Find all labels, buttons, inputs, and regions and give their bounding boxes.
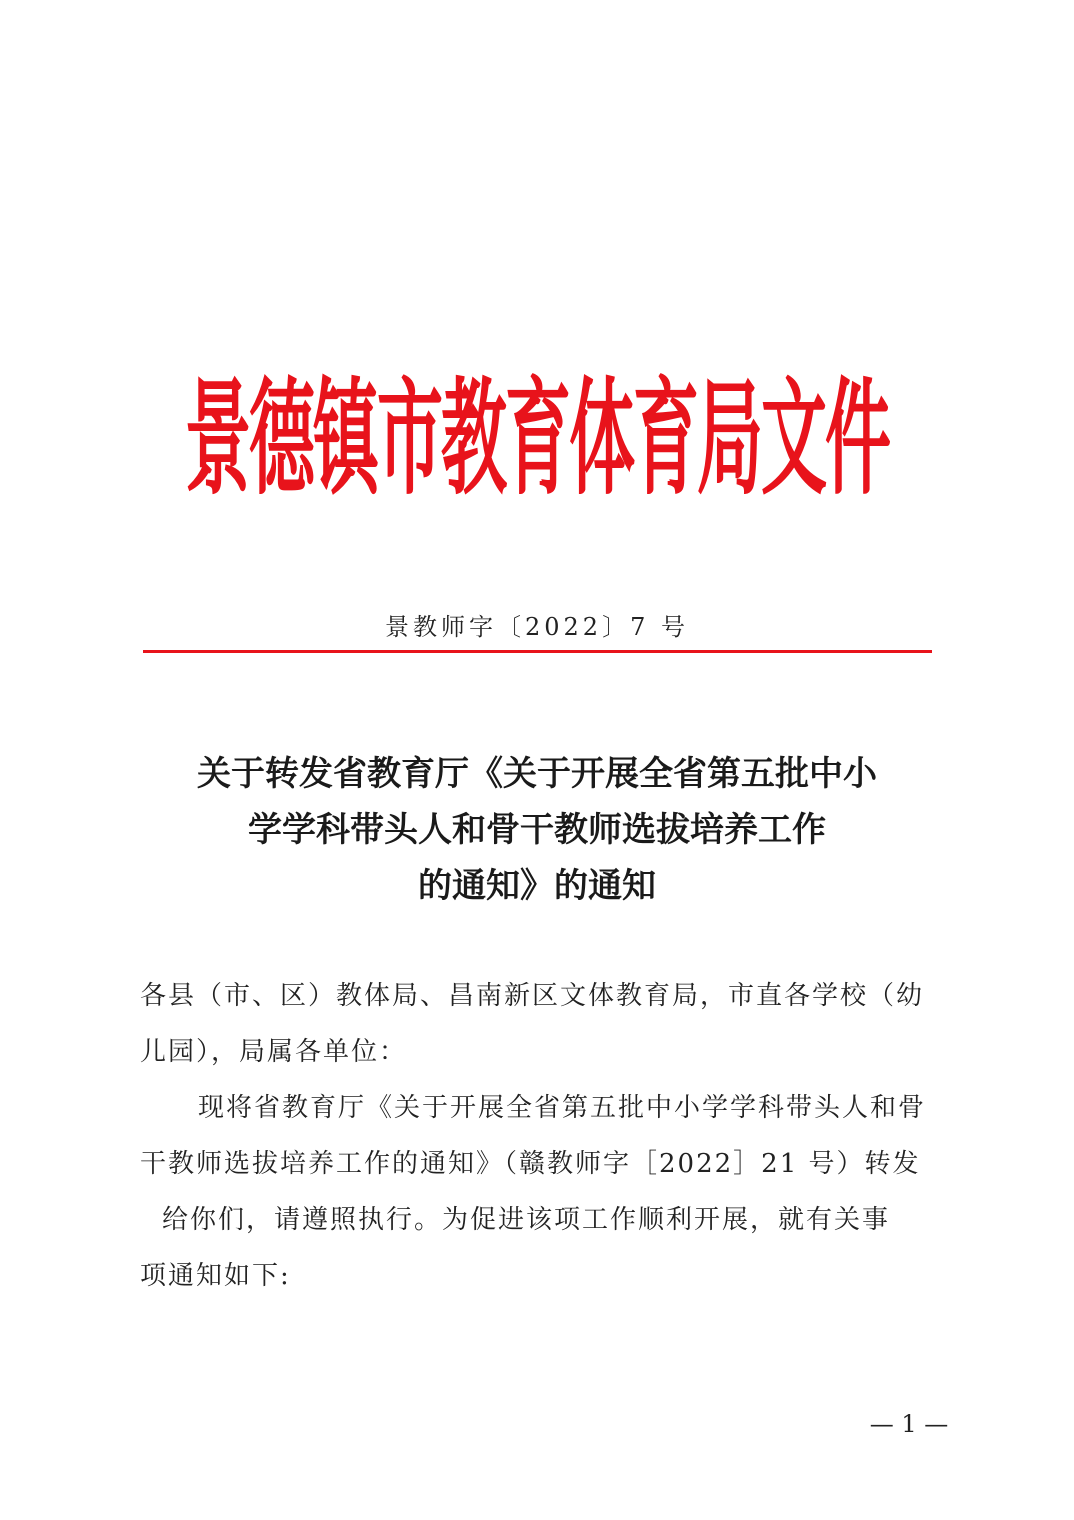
masthead-title: 景德镇市教育体育局文件 (185, 365, 889, 513)
addressee-line: 儿园），局属各单位： (140, 1037, 408, 1067)
addressee-line: 各县（市、区）教体局、昌南新区文体教育局，市直各学校（幼 (140, 981, 925, 1011)
body-paragraph-line: 现将省教育厅《关于开展全省第五批中小学学科带头人和骨 (198, 1093, 927, 1123)
title-line: 关于转发省教育厅《关于开展全省第五批中小 (197, 754, 877, 794)
body-paragraph-line: 干教师选拔培养工作的通知》（赣教师字［2022］21 号）转发 (140, 1149, 921, 1179)
document-number: 景教师字〔2022〕7 号 (385, 613, 689, 641)
title-line: 学学科带头人和骨干教师选拔培养工作 (248, 810, 826, 850)
masthead (120, 355, 954, 525)
body-paragraph-line: 项通知如下: (140, 1261, 291, 1291)
document-title (100, 746, 974, 914)
red-divider-line (143, 650, 932, 653)
title-line: 的通知》的通知 (418, 866, 656, 906)
body-paragraph-line: 给你们，请遵照执行。为促进该项工作顺利开展，就有关事 (162, 1205, 891, 1235)
document-body (140, 968, 940, 1304)
page-number: — 1 — (869, 1410, 949, 1438)
